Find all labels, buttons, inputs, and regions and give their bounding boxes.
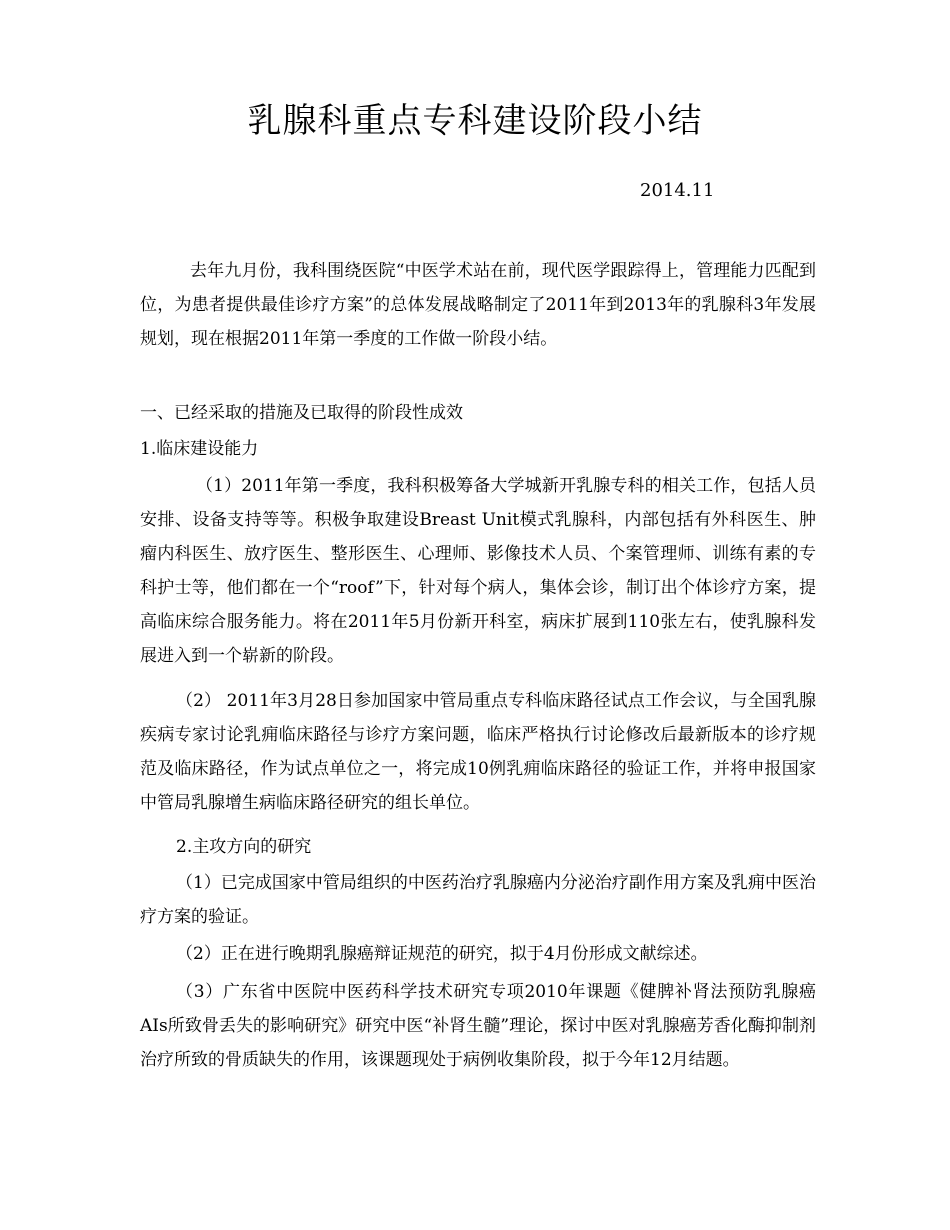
section-heading-measures: 一、已经采取的措施及已取得的阶段性成效 — [140, 403, 463, 423]
subheading-research-direction: 2.主攻方向的研究 — [176, 837, 312, 857]
document-date: 2014.11 — [640, 180, 715, 201]
clinical-paragraph-2: （2） 2011年3月28日参加国家中管局重点专科临床路径试点工作会议，与全国乳腺疾病专家讨论乳痈临床路径与诊疗方案问题，临床严格执行讨论修改后最新版本的诊疗规范及临床路径，作为试点单位之一，将完成10例乳痈临床路径的验证工作，并将申报国家中管局乳腺增生病临床路径研究的组长单位。 — [140, 691, 816, 813]
research-paragraph-1: （1）已完成国家中管局组织的中医药治疗乳腺癌内分泌治疗副作用方案及乳痈中医治疗方案的验证。 — [140, 873, 816, 927]
clinical-paragraph-1: （1）2011年第一季度，我科积极筹备大学城新开乳腺专科的相关工作，包括人员安排、设备支持等等。积极争取建设Breast Unit模式乳腺科，内部包括有外科医生、肿瘤内科医生、放疗医生、整形医生、心理师、影像技术人员、个案管理师、训练有素的专科护士等，他们都在一个“roof”下，针对每个病人，集体会诊，制订出个体诊疗方案，提高临床综合服务能力。将在2011年5月份新开科室，病床扩展到110张左右，使乳腺科发展进入到一个崭新的阶段。 — [140, 476, 816, 666]
research-paragraph-2: （2）正在进行晚期乳腺癌辩证规范的研究，拟于4月份形成文献综述。 — [176, 944, 708, 964]
intro-paragraph: 去年九月份，我科围绕医院“中医学术站在前，现代医学跟踪得上，管理能力匹配到位，为患者提供最佳诊疗方案”的总体发展战略制定了2011年到2013年的乳腺科3年发展规划，现在根据2011年第一季度的工作做一阶段小结。 — [140, 261, 816, 349]
document-title: 乳腺科重点专科建设阶段小结 — [247, 101, 703, 141]
research-paragraph-3: （3）广东省中医院中医药科学技术研究专项2010年课题《健脾补肾法预防乳腺癌AIs所致骨丢失的影响研究》研究中医“补肾生髓”理论，探讨中医对乳腺癌芳香化酶抑制剂治疗所致的骨质缺失的作用，该课题现处于病例收集阶段，拟于今年12月结题。 — [140, 982, 816, 1070]
subheading-clinical-capacity: 1.临床建设能力 — [140, 439, 259, 459]
